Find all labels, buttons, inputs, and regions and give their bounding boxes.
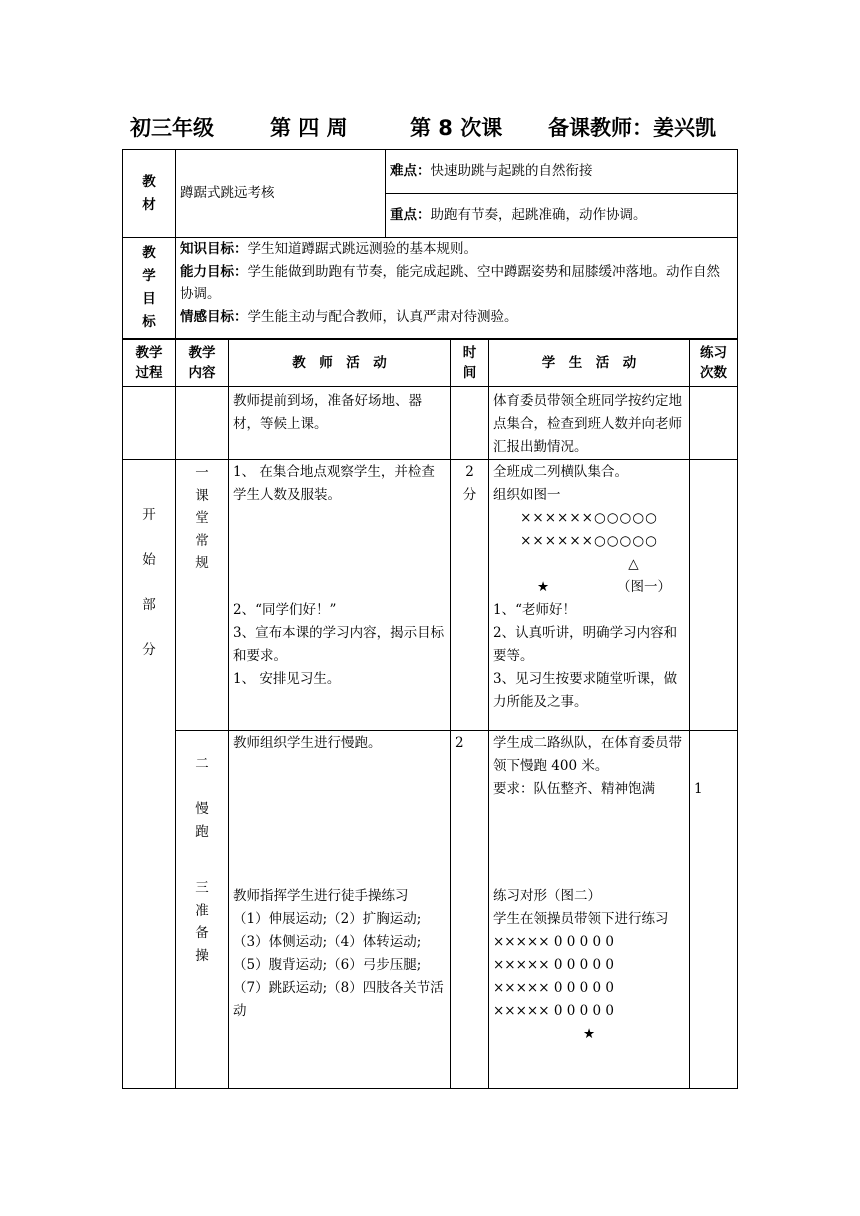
jog-student-2: 要求：队伍整齐、精神饱满 bbox=[493, 781, 655, 797]
routine-student-activity bbox=[489, 460, 690, 731]
formation-row-2: ××××××○○○○○ bbox=[520, 533, 658, 549]
key-label: 重点： bbox=[390, 207, 431, 223]
col-student: 学 生 活 动 bbox=[489, 340, 690, 387]
jog-content-cell bbox=[176, 731, 229, 1089]
key-text: 助跑有节奏，起跳准确，动作协调。 bbox=[430, 207, 647, 223]
jog-student-activity bbox=[489, 731, 690, 1089]
star-icon: ★ bbox=[582, 1026, 596, 1042]
col-content: 教学 内容 bbox=[176, 340, 229, 387]
jog-student-3: 练习对形（图二） bbox=[493, 888, 601, 904]
grid-row-2: ××××× 0 0 0 0 0 bbox=[493, 957, 614, 973]
routine-teacher-gap bbox=[233, 507, 446, 599]
routine-time: 2 分 bbox=[451, 460, 489, 731]
routine-teacher-4: 1、 安排见习生。 bbox=[233, 671, 341, 687]
figure-one-line bbox=[493, 576, 685, 599]
week-label: 第 四 周 bbox=[270, 116, 348, 140]
jog-student-1: 学生成二路纵队，在体育委员带领下慢跑 400 米。 bbox=[493, 735, 682, 774]
routine-teacher-3: 3、宣布本课的学习内容，揭示目标和要求。 bbox=[233, 625, 445, 664]
jog-teacher-3: （1）伸展运动;（2）扩胸运动;（3）体侧运动;（4）体转运动;（5）腹背运动;（6）弓步压腿;（7）跳跃运动;（8）四肢各关节活动 bbox=[233, 911, 444, 1019]
routine-student-1: 全班成二列横队集合。 bbox=[493, 464, 628, 480]
knowledge-goal-label: 知识目标： bbox=[180, 241, 248, 257]
teacher-label: 备课教师：姜兴凯 bbox=[548, 116, 716, 140]
col-process: 教学 过程 bbox=[123, 340, 176, 387]
jog-student-gap bbox=[493, 801, 685, 885]
goals-label: 教 学 目 标 bbox=[123, 238, 176, 339]
ability-goal-label: 能力目标： bbox=[180, 263, 248, 280]
warmup-content: 三 准 备 操 bbox=[195, 880, 209, 964]
col-count: 练习 次数 bbox=[690, 340, 738, 387]
ability-goal bbox=[180, 261, 733, 306]
ability-goal-text: 学生能做到助跑有节奏，能完成起跳、空中蹲踞姿势和屈膝缓冲落地。动作自然协调。 bbox=[180, 263, 720, 302]
knowledge-goal-text: 学生知道蹲踞式跳远测验的基本规则。 bbox=[247, 241, 477, 257]
difficulty-cell bbox=[386, 150, 738, 194]
routine-teacher-1: 1、 在集合地点观察学生，并检查学生人数及服装。 bbox=[233, 464, 435, 503]
figure-one-label: （图一） bbox=[617, 579, 671, 595]
jog-content: 二 慢 跑 bbox=[195, 756, 209, 840]
emotion-goal bbox=[180, 306, 733, 329]
grid-row-4: ××××× 0 0 0 0 0 bbox=[493, 1003, 614, 1019]
routine-student-4: 2、认真听讲，明确学习内容和要等。 bbox=[493, 625, 678, 664]
process-table bbox=[122, 339, 738, 1089]
key-cell bbox=[386, 194, 738, 238]
grid-row-3: ××××× 0 0 0 0 0 bbox=[493, 980, 614, 996]
routine-content: 一 课 堂 常 规 bbox=[176, 460, 229, 731]
pre-student-activity: 体育委员带领全班同学按约定地点集合，检查到班人数并向老师汇报出勤情况。 bbox=[489, 387, 690, 460]
star-icon: ★ bbox=[537, 579, 550, 595]
material-label: 教 材 bbox=[123, 150, 176, 238]
pre-count-cell bbox=[690, 387, 738, 460]
jog-time: 2 bbox=[451, 731, 489, 1089]
jog-content-gap bbox=[180, 843, 224, 877]
part-label: 开 始 部 分 bbox=[123, 460, 176, 1089]
routine-teacher-activity bbox=[229, 460, 451, 731]
lesson-label: 第 8 次课 bbox=[410, 116, 503, 140]
goals-cell bbox=[176, 238, 738, 339]
jog-teacher-activity bbox=[229, 731, 451, 1089]
col-teacher: 教 师 活 动 bbox=[229, 340, 451, 387]
grid-row-1: ××××× 0 0 0 0 0 bbox=[493, 934, 614, 950]
pre-teacher-activity: 教师提前到场，准备好场地、器材，等候上课。 bbox=[229, 387, 451, 460]
jog-student-4: 学生在领操员带领下进行练习 bbox=[493, 911, 669, 927]
emotion-goal-text: 学生能主动与配合教师，认真严肃对待测验。 bbox=[247, 308, 518, 325]
jog-teacher-1: 教师组织学生进行慢跑。 bbox=[233, 735, 382, 751]
routine-teacher-2: 2、“同学们好！” bbox=[233, 602, 337, 618]
formation-row-1: ××××××○○○○○ bbox=[520, 510, 658, 526]
lesson-header bbox=[0, 112, 860, 144]
routine-student-3: 1、“老师好！ bbox=[493, 602, 576, 618]
emotion-goal-label: 情感目标： bbox=[180, 308, 248, 325]
difficulty-label: 难点： bbox=[390, 163, 431, 179]
material-content: 蹲踞式跳远考核 bbox=[176, 150, 386, 238]
triangle-icon: △ bbox=[628, 556, 640, 572]
routine-student-2: 组织如图一 bbox=[493, 487, 561, 503]
knowledge-goal bbox=[180, 238, 733, 261]
pre-time-cell bbox=[451, 387, 489, 460]
grade-label: 初三年级 bbox=[130, 116, 214, 140]
difficulty-text: 快速助跳与起跳的自然衔接 bbox=[430, 163, 593, 179]
jog-teacher-gap bbox=[233, 755, 446, 885]
col-time: 时 间 bbox=[451, 340, 489, 387]
pre-content-cell bbox=[176, 387, 229, 460]
jog-count: 1 bbox=[690, 731, 738, 1089]
routine-student-5: 3、见习生按要求随堂听课，做力所能及之事。 bbox=[493, 671, 678, 710]
pre-process-cell bbox=[123, 387, 176, 460]
material-goals-table bbox=[122, 149, 738, 339]
routine-count bbox=[690, 460, 738, 731]
jog-teacher-2: 教师指挥学生进行徒手操练习 bbox=[233, 888, 409, 904]
